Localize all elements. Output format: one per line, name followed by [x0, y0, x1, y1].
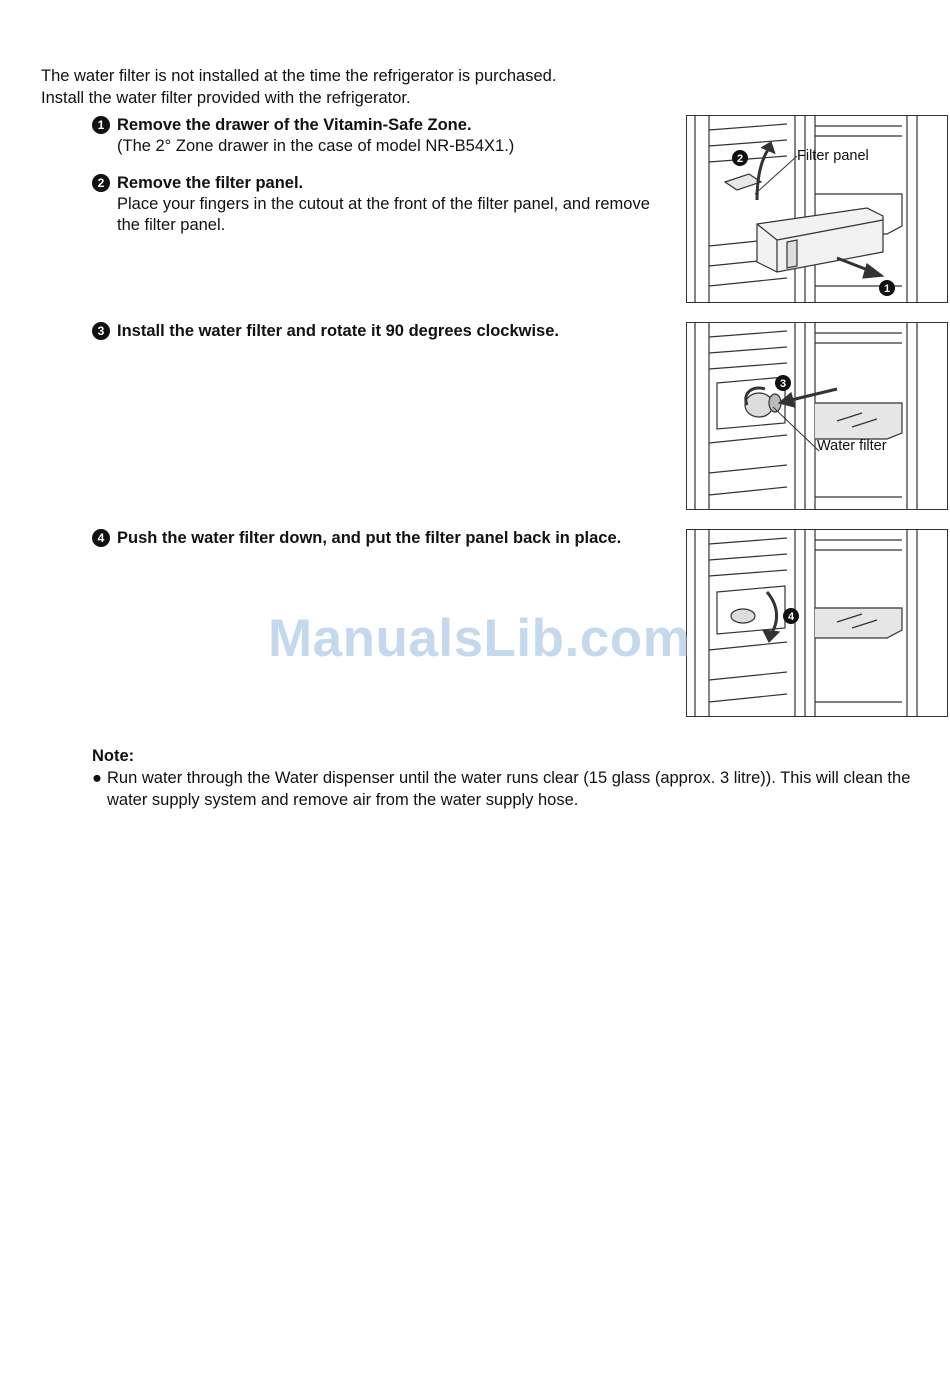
step-2-number: 2 [92, 174, 110, 192]
filter-panel-callout: Filter panel [797, 148, 869, 164]
note-item [92, 767, 948, 811]
note-section [92, 745, 948, 811]
figure-push-filter-illustration [687, 530, 947, 716]
step-1 [92, 115, 652, 157]
note-text: Run water through the Water dispenser until the water runs clear (15 glass (approx. 3 litre)). This will clean the water supply system and remove air from the water supply hose. [107, 769, 911, 809]
figure-remove-drawer-illustration [687, 116, 947, 302]
step-2-title: Remove the filter panel. [117, 174, 304, 192]
intro-line-2: Install the water filter provided with the refrigerator. [41, 89, 411, 107]
figure-2-marker-3: 3 [779, 378, 787, 390]
figure-push-filter [686, 529, 948, 717]
figure-install-filter [686, 322, 948, 510]
step-2-body: Place your fingers in the cutout at the front of the filter panel, and remove the filter panel. [117, 195, 650, 234]
step-4-number: 4 [92, 529, 110, 547]
intro-text [41, 65, 661, 109]
step-2 [92, 173, 652, 236]
figure-remove-drawer [686, 115, 948, 303]
step-1-number: 1 [92, 116, 110, 134]
note-title: Note: [92, 747, 135, 765]
step-1-title: Remove the drawer of the Vitamin-Safe Zone. [117, 116, 472, 134]
figure-1-marker-1: 1 [883, 283, 891, 295]
watermark: ManualsLib.com [268, 609, 691, 668]
step-3-title: Install the water filter and rotate it 90 degrees clockwise. [117, 322, 559, 340]
bullet-icon: ● [92, 769, 102, 787]
step-4 [92, 528, 667, 549]
figure-1-marker-2: 2 [736, 153, 744, 165]
water-filter-callout: Water filter [817, 438, 887, 454]
step-4-title: Push the water filter down, and put the filter panel back in place. [117, 529, 622, 547]
figure-install-filter-illustration [687, 323, 947, 509]
step-3-number: 3 [92, 322, 110, 340]
figure-3-marker-4: 4 [787, 611, 795, 623]
step-1-body: (The 2° Zone drawer in the case of model NR-B54X1.) [117, 137, 515, 155]
step-3 [92, 321, 652, 342]
intro-line-1: The water filter is not installed at the time the refrigerator is purchased. [41, 67, 557, 85]
